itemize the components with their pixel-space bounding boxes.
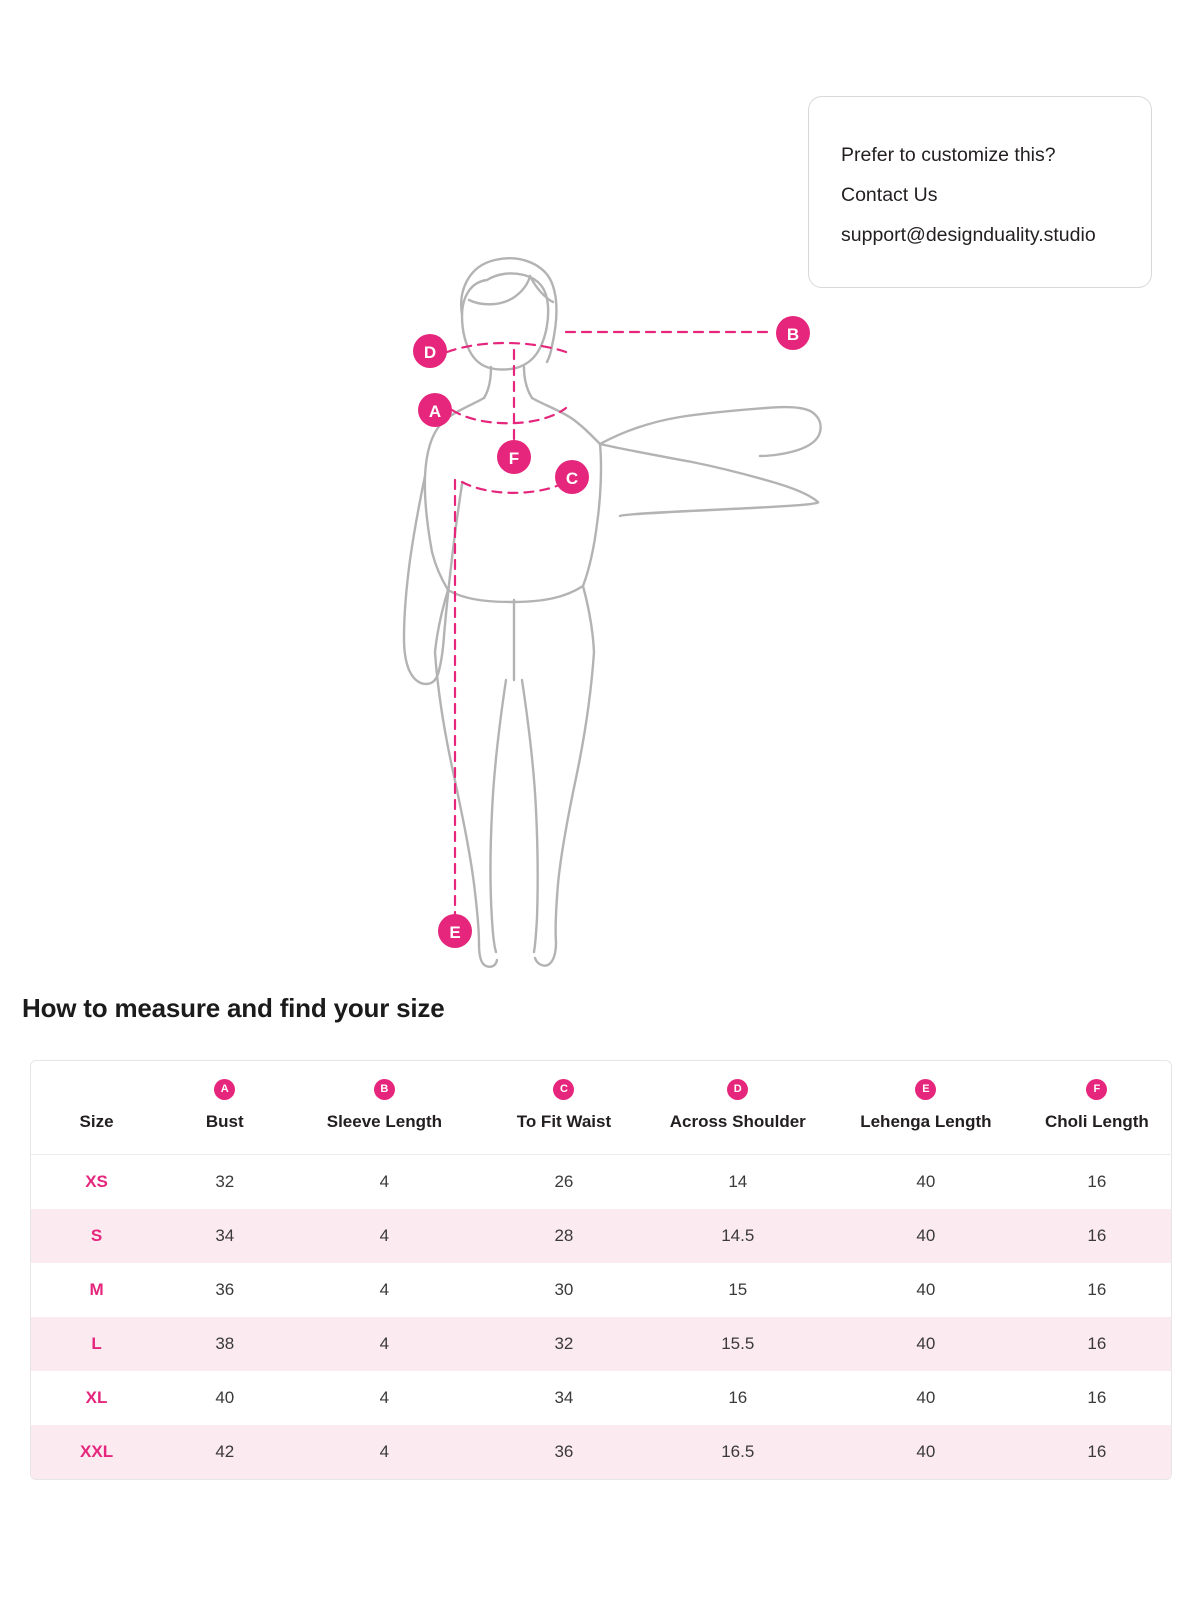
svg-text:B: B (786, 325, 800, 344)
cell-choli: 16 (1087, 1172, 1107, 1191)
bust-line (452, 408, 566, 423)
table-row (31, 1209, 1171, 1263)
cell-sleeve: 4 (379, 1334, 390, 1353)
size-chart-table (30, 1060, 1172, 1480)
cell-bust: 34 (215, 1226, 235, 1245)
cell-sleeve: 4 (379, 1226, 390, 1245)
cell-sleeve: 4 (379, 1388, 390, 1407)
cell-lehenga: 40 (916, 1226, 936, 1245)
cell-lehenga: 40 (916, 1280, 936, 1299)
marker-b (776, 316, 810, 350)
column-label: Sleeve Length (326, 1112, 443, 1131)
page-title: How to measure and find your size (22, 993, 445, 1023)
cell-lehenga: 40 (916, 1442, 936, 1461)
marker-a (418, 393, 452, 427)
table-row (31, 1425, 1171, 1479)
column-bust (162, 1061, 287, 1155)
marker-badges (413, 316, 810, 948)
cell-size: M (89, 1280, 104, 1299)
table-row (31, 1263, 1171, 1317)
cell-shoulder: 16 (728, 1388, 748, 1407)
table-header-row (31, 1061, 1171, 1155)
badge-e-icon: E (915, 1079, 936, 1100)
cell-bust: 36 (215, 1280, 235, 1299)
cell-bust: 38 (215, 1334, 235, 1353)
cell-bust: 42 (215, 1442, 235, 1461)
cell-choli: 16 (1087, 1334, 1107, 1353)
badge-a-icon: A (214, 1079, 235, 1100)
column-label: Lehenga Length (860, 1112, 992, 1131)
svg-text:F: F (508, 449, 520, 468)
cell-size: XL (85, 1388, 108, 1407)
column-to-fit-waist (481, 1061, 646, 1155)
badge-d-icon: D (727, 1079, 748, 1100)
cell-waist: 26 (554, 1172, 574, 1191)
cell-choli: 16 (1087, 1388, 1107, 1407)
customize-prompt-text: Prefer to customize this? (841, 144, 1056, 166)
cell-size: XXL (80, 1442, 114, 1461)
cell-size: XS (85, 1172, 108, 1191)
cell-size: L (91, 1334, 102, 1353)
marker-e (438, 914, 472, 948)
across-shoulder-line (447, 343, 566, 352)
cell-lehenga: 40 (916, 1334, 936, 1353)
cell-lehenga: 40 (916, 1388, 936, 1407)
cell-size: S (90, 1226, 103, 1245)
cell-choli: 16 (1087, 1226, 1107, 1245)
marker-d (413, 334, 447, 368)
marker-c (555, 460, 589, 494)
cell-bust: 40 (215, 1388, 235, 1407)
cell-shoulder: 15 (728, 1280, 748, 1299)
body-outline-icon (404, 258, 821, 966)
cell-bust: 32 (215, 1172, 235, 1191)
table-row (31, 1155, 1171, 1210)
svg-text:E: E (449, 923, 461, 942)
badge-f-icon: F (1086, 1079, 1107, 1100)
cell-shoulder: 14 (728, 1172, 748, 1191)
svg-text:D: D (423, 343, 437, 362)
cell-shoulder: 16.5 (721, 1442, 755, 1461)
marker-f (497, 440, 531, 474)
cell-waist: 32 (554, 1334, 574, 1353)
badge-b-icon: B (374, 1079, 395, 1100)
cell-shoulder: 14.5 (721, 1226, 755, 1245)
column-lehenga-length (829, 1061, 1023, 1155)
cell-choli: 16 (1087, 1442, 1107, 1461)
cell-waist: 28 (554, 1226, 574, 1245)
column-choli-length (1023, 1061, 1171, 1155)
column-label: Across Shoulder (669, 1112, 806, 1131)
cell-waist: 36 (554, 1442, 574, 1461)
cell-shoulder: 15.5 (721, 1334, 755, 1353)
column-label: Bust (205, 1112, 244, 1131)
column-label: Choli Length (1044, 1112, 1149, 1131)
column-across-shoulder (647, 1061, 829, 1155)
svg-text:A: A (428, 402, 442, 421)
cell-sleeve: 4 (379, 1172, 390, 1191)
badge-c-icon: C (553, 1079, 574, 1100)
column-size (31, 1061, 162, 1155)
svg-text:C: C (565, 469, 579, 488)
support-email[interactable]: support@designduality.studio (841, 224, 1096, 246)
column-sleeve-length (287, 1061, 481, 1155)
table-row (31, 1317, 1171, 1371)
column-label: Size (79, 1112, 114, 1131)
contact-us-link[interactable]: Contact Us (841, 184, 938, 206)
cell-choli: 16 (1087, 1280, 1107, 1299)
cell-sleeve: 4 (379, 1280, 390, 1299)
table-row (31, 1371, 1171, 1425)
cell-sleeve: 4 (379, 1442, 390, 1461)
cell-lehenga: 40 (916, 1172, 936, 1191)
cell-waist: 34 (554, 1388, 574, 1407)
column-label: To Fit Waist (516, 1112, 612, 1131)
cell-waist: 30 (554, 1280, 574, 1299)
measurement-diagram (0, 180, 1200, 980)
